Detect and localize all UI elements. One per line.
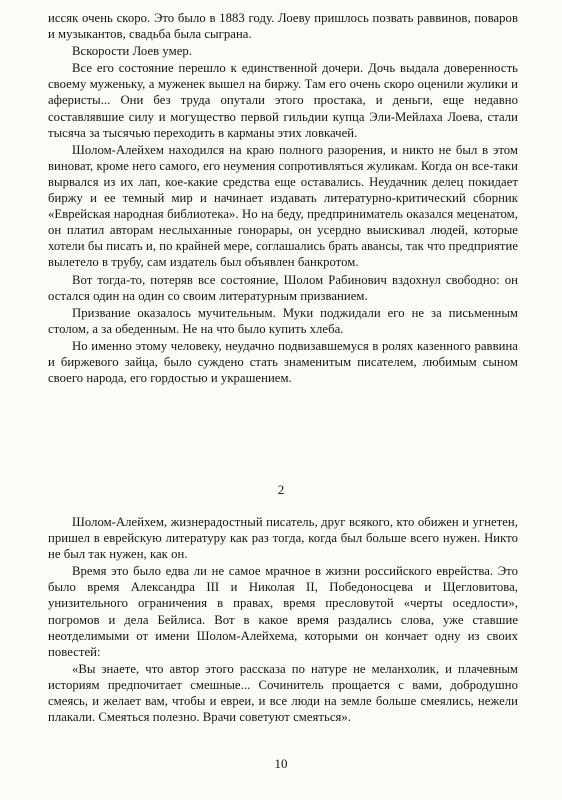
- section-number: 2: [277, 482, 285, 497]
- paragraph: «Вы знаете, что автор этого рассказа по натуре не меланхолик, и плачевным историям предпочитает смешные... Сочинитель прощается с вами, добродушно смеясь, и желает вам, чтобы и евреи, и все люди на земле больше смеялись, нежели плакали. Смеяться полезно. Врачи советуют смеяться».: [48, 661, 518, 725]
- paragraph: Время это было едва ли не самое мрачное в жизни российского еврейства. Это было время Александра III и Николая II, Победоносцева и Щегловитова, унизительного ограничения в правах, время пресловутой «черты оседлости», погромов и дела Бейлиса. Вот в какое время раздались слова, уже ставшие неотделимыми от имени Шолом-Алейхема, которыми он кончает одну из своих повестей:: [48, 564, 518, 659]
- section-2-text: [48, 514, 518, 725]
- paragraph: Призвание оказалось мучительным. Муки поджидали его не за письменным столом, а за обеденным. Не на что было купить хлеба.: [48, 305, 518, 336]
- paragraph: Шолом-Алейхем, жизнерадостный писатель, друг всякого, кто обижен и угнетен, пришел в еврейскую литературу как раз тогда, когда был больше всего нужен. Никто не был так нужен, как он.: [48, 515, 518, 562]
- paragraph: Шолом-Алейхем находился на краю полного разорения, и никто не был в этом виноват, кроме него самого, его неумения сопротивляться жуликам. Когда он все-таки вырвался из их лап, кое-какие средства еще оставались. Неудачник делец покидает биржу и ее темный мир и начинает издавать литературно-критический сборник «Еврейская народная библиотека». Но на беду, предприниматель оказался меценатом, он платил авторам неслыханные гонорары, он усердно выискивал людей, которые хотели бы писать и, по крайней мере, соглашались брать авансы, так что предприятие вылетело в трубу, сам издатель был объявлен банкротом.: [48, 142, 518, 270]
- section-1-text: [48, 10, 518, 386]
- page-number: 10: [274, 756, 288, 771]
- paragraph: Но именно этому человеку, неудачно подвизавшемуся в ролях казенного раввина и биржевого зайца, было суждено стать знаменитым писателем, любимым сыном своего народа, его гордостью и украшением.: [48, 338, 518, 386]
- paragraph: иссяк очень скоро. Это было в 1883 году. Лоеву пришлось позвать раввинов, поваров и музыкантов, свадьба была сыграна.: [48, 11, 518, 42]
- paragraph: Вот тогда-то, потеряв все состояние, Шолом Рабинович вздохнул свободно: он остался один на один со своим литературным призванием.: [48, 272, 518, 303]
- paragraph: Все его состояние перешло к единственной дочери. Дочь выдала доверенность своему муженьку, а муженек вышел на биржу. Там его очень скоро оценили жулики и аферисты... Они без труда опутали этого простака, и деньги, еще недавно составлявшие силу и могущество первой гильдии купца Эли-Мейлаха Лоева, стали тысяча за тысячью переходить в карманы этих ловкачей.: [48, 61, 518, 140]
- paragraph: Вскорости Лоев умер.: [72, 44, 193, 59]
